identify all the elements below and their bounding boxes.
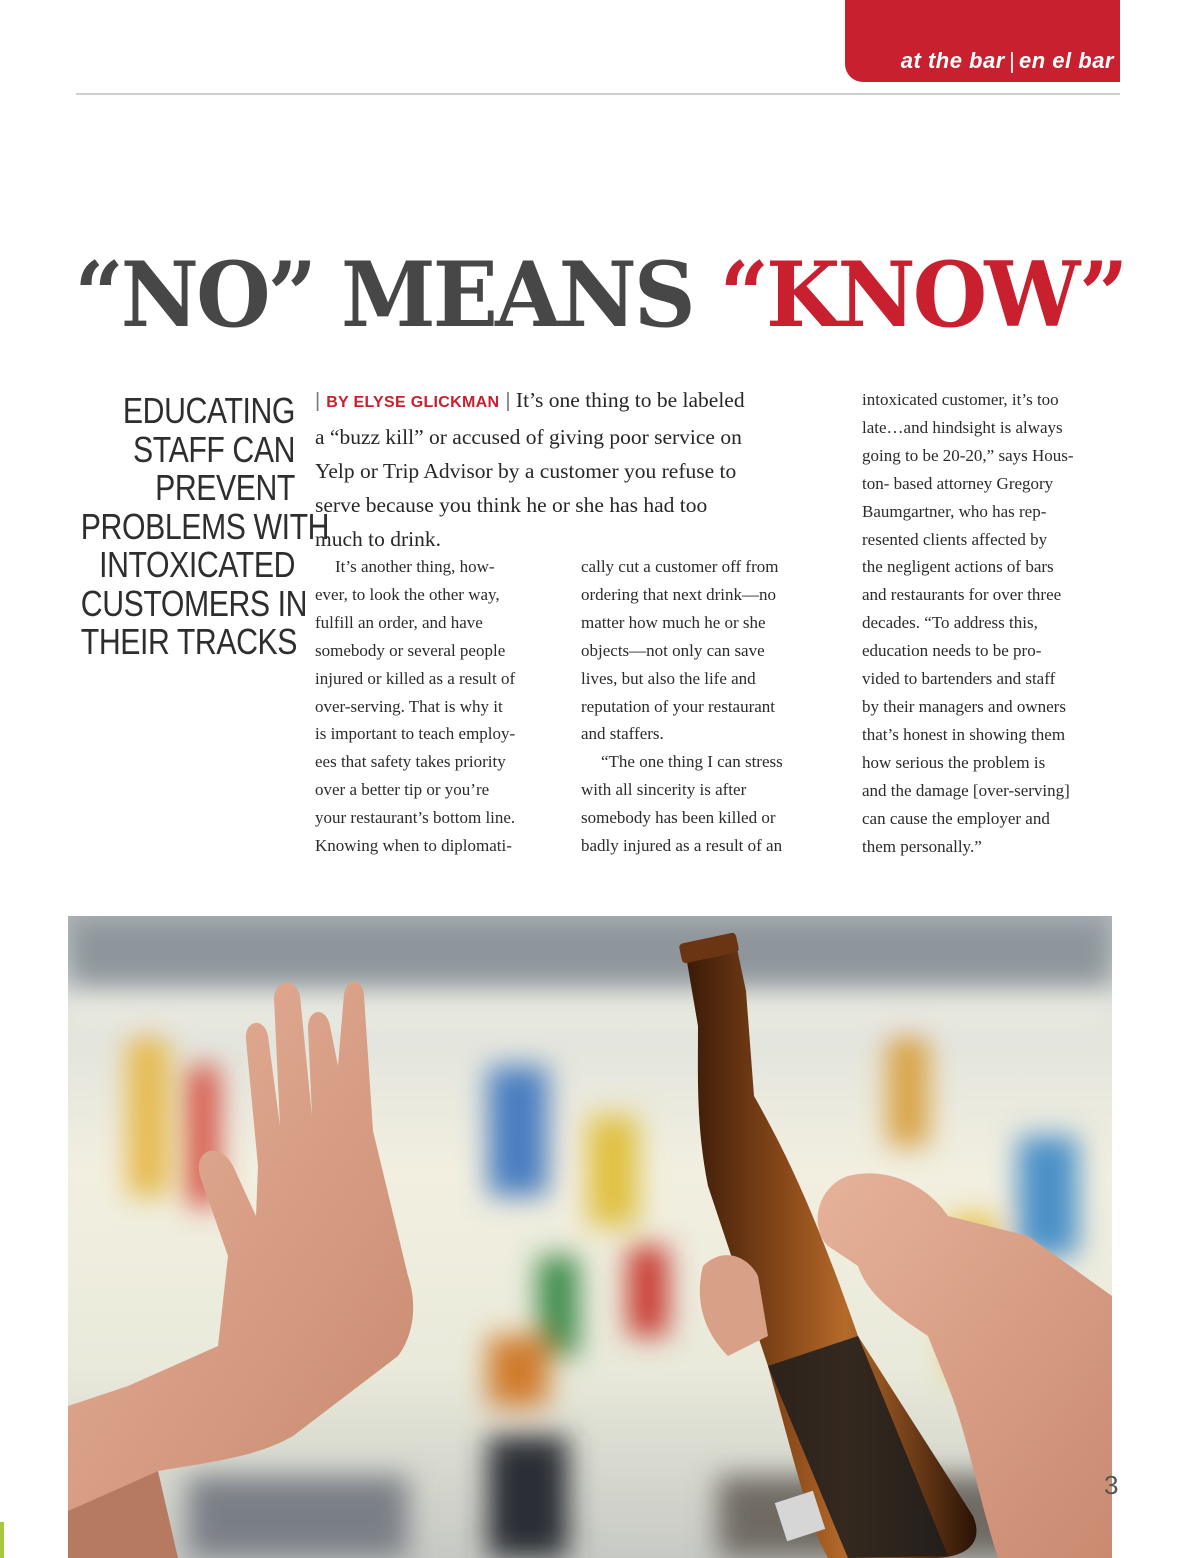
body-column-2 [581,553,826,860]
body-line: vided to bartenders and staff [862,669,1056,689]
body-line: resented clients affected by [862,529,1048,549]
byline-bar-left: | [315,390,321,412]
body-line: how serious the problem is [862,752,1046,772]
intro-first-text: It’s one thing to be labeled [515,388,745,412]
body-line: ton- based attorney Gregory [862,473,1054,493]
article-headline [30,240,1170,350]
body-line: somebody or several people [315,640,506,660]
body-line: late…and hindsight is always [862,417,1063,437]
intro-line: a “buzz kill” or accused of giving poor service on [315,425,742,449]
body-line: ees that safety takes priority [315,752,506,772]
body-line: ordering that next drink—no [581,584,776,604]
headline-part2: “KNOW” [719,242,1126,348]
body-line: and staffers. [581,724,664,744]
body-line: and the damage [over-serving] [862,780,1070,800]
byline-bar-right: | [505,390,511,412]
body-line: the negligent actions of bars [862,557,1054,577]
body-column-3 [862,386,1107,860]
body-line: them personally.” [862,836,982,856]
body-line: ever, to look the other way, [315,584,500,604]
body-line: cally cut a customer off from [581,557,779,576]
body-line: fulfill an order, and have [315,612,483,632]
body-line: badly injured as a result of an [581,836,783,856]
body-line: “The one thing I can stress [601,752,783,772]
body-line: over-serving. That is why it [315,696,503,716]
byline: BY ELYSE GLICKMAN [326,394,500,411]
body-line: over a better tip or you’re [315,780,490,800]
intro-paragraph [315,383,815,556]
edge-marker [0,1522,4,1558]
body-line: by their managers and owners [862,696,1066,716]
body-line: injured or killed as a result of [315,668,516,688]
body-line: education needs to be pro- [862,641,1042,661]
body-line: can cause the employer and [862,808,1050,828]
article-deck [80,390,330,662]
section-tab-right: en el bar [1019,48,1114,73]
deck-line: EDUCATING [122,390,296,431]
deck-line: INTOXICATED [99,544,295,585]
intro-line: much to drink. [315,527,441,551]
body-line: somebody has been killed or [581,808,776,828]
body-line: lives, but also the life and [581,668,756,688]
header-rule [76,93,1120,95]
deck-line: CUSTOMERS IN [80,582,308,624]
body-line: that’s honest in showing them [862,724,1066,744]
body-line: Baumgartner, who has rep- [862,501,1047,521]
deck-line: PREVENT [155,467,295,508]
section-tab [845,0,1120,82]
deck-line: STAFF CAN [133,428,295,470]
headline-part1: “NO” MEANS [74,242,720,348]
body-line: matter how much he or she [581,612,766,632]
hand-stop-icon [68,981,413,1558]
section-tab-separator: | [1008,48,1016,73]
intro-first-line [315,383,815,420]
body-line: Knowing when to diplomati- [315,836,512,856]
body-line: and restaurants for over three [862,585,1062,605]
body-line: It’s another thing, how- [335,557,495,576]
page-number: 3 [1104,1470,1119,1500]
body-line: reputation of your restaurant [581,696,776,716]
intro-line: serve because you think he or she has had too [315,493,708,517]
section-tab-left: at the bar [900,48,1005,73]
deck-line: THEIR TRACKS [80,621,297,662]
article-photo [68,916,1112,1558]
body-line: intoxicated customer, it’s too [862,390,1059,409]
intro-line: Yelp or Trip Advisor by a customer you refuse to [315,459,737,483]
body-line: decades. “To address this, [862,613,1038,633]
body-line: objects—not only can save [581,640,765,660]
body-line: with all sincerity is after [581,780,747,800]
deck-line: PROBLEMS WITH [80,505,330,547]
section-tab-text [901,48,1114,74]
body-line: going to be 20-20,” says Hous- [862,445,1074,465]
body-column-1 [315,553,560,860]
body-line: your restaurant’s bottom line. [315,808,516,828]
body-line: is important to teach employ- [315,724,516,744]
